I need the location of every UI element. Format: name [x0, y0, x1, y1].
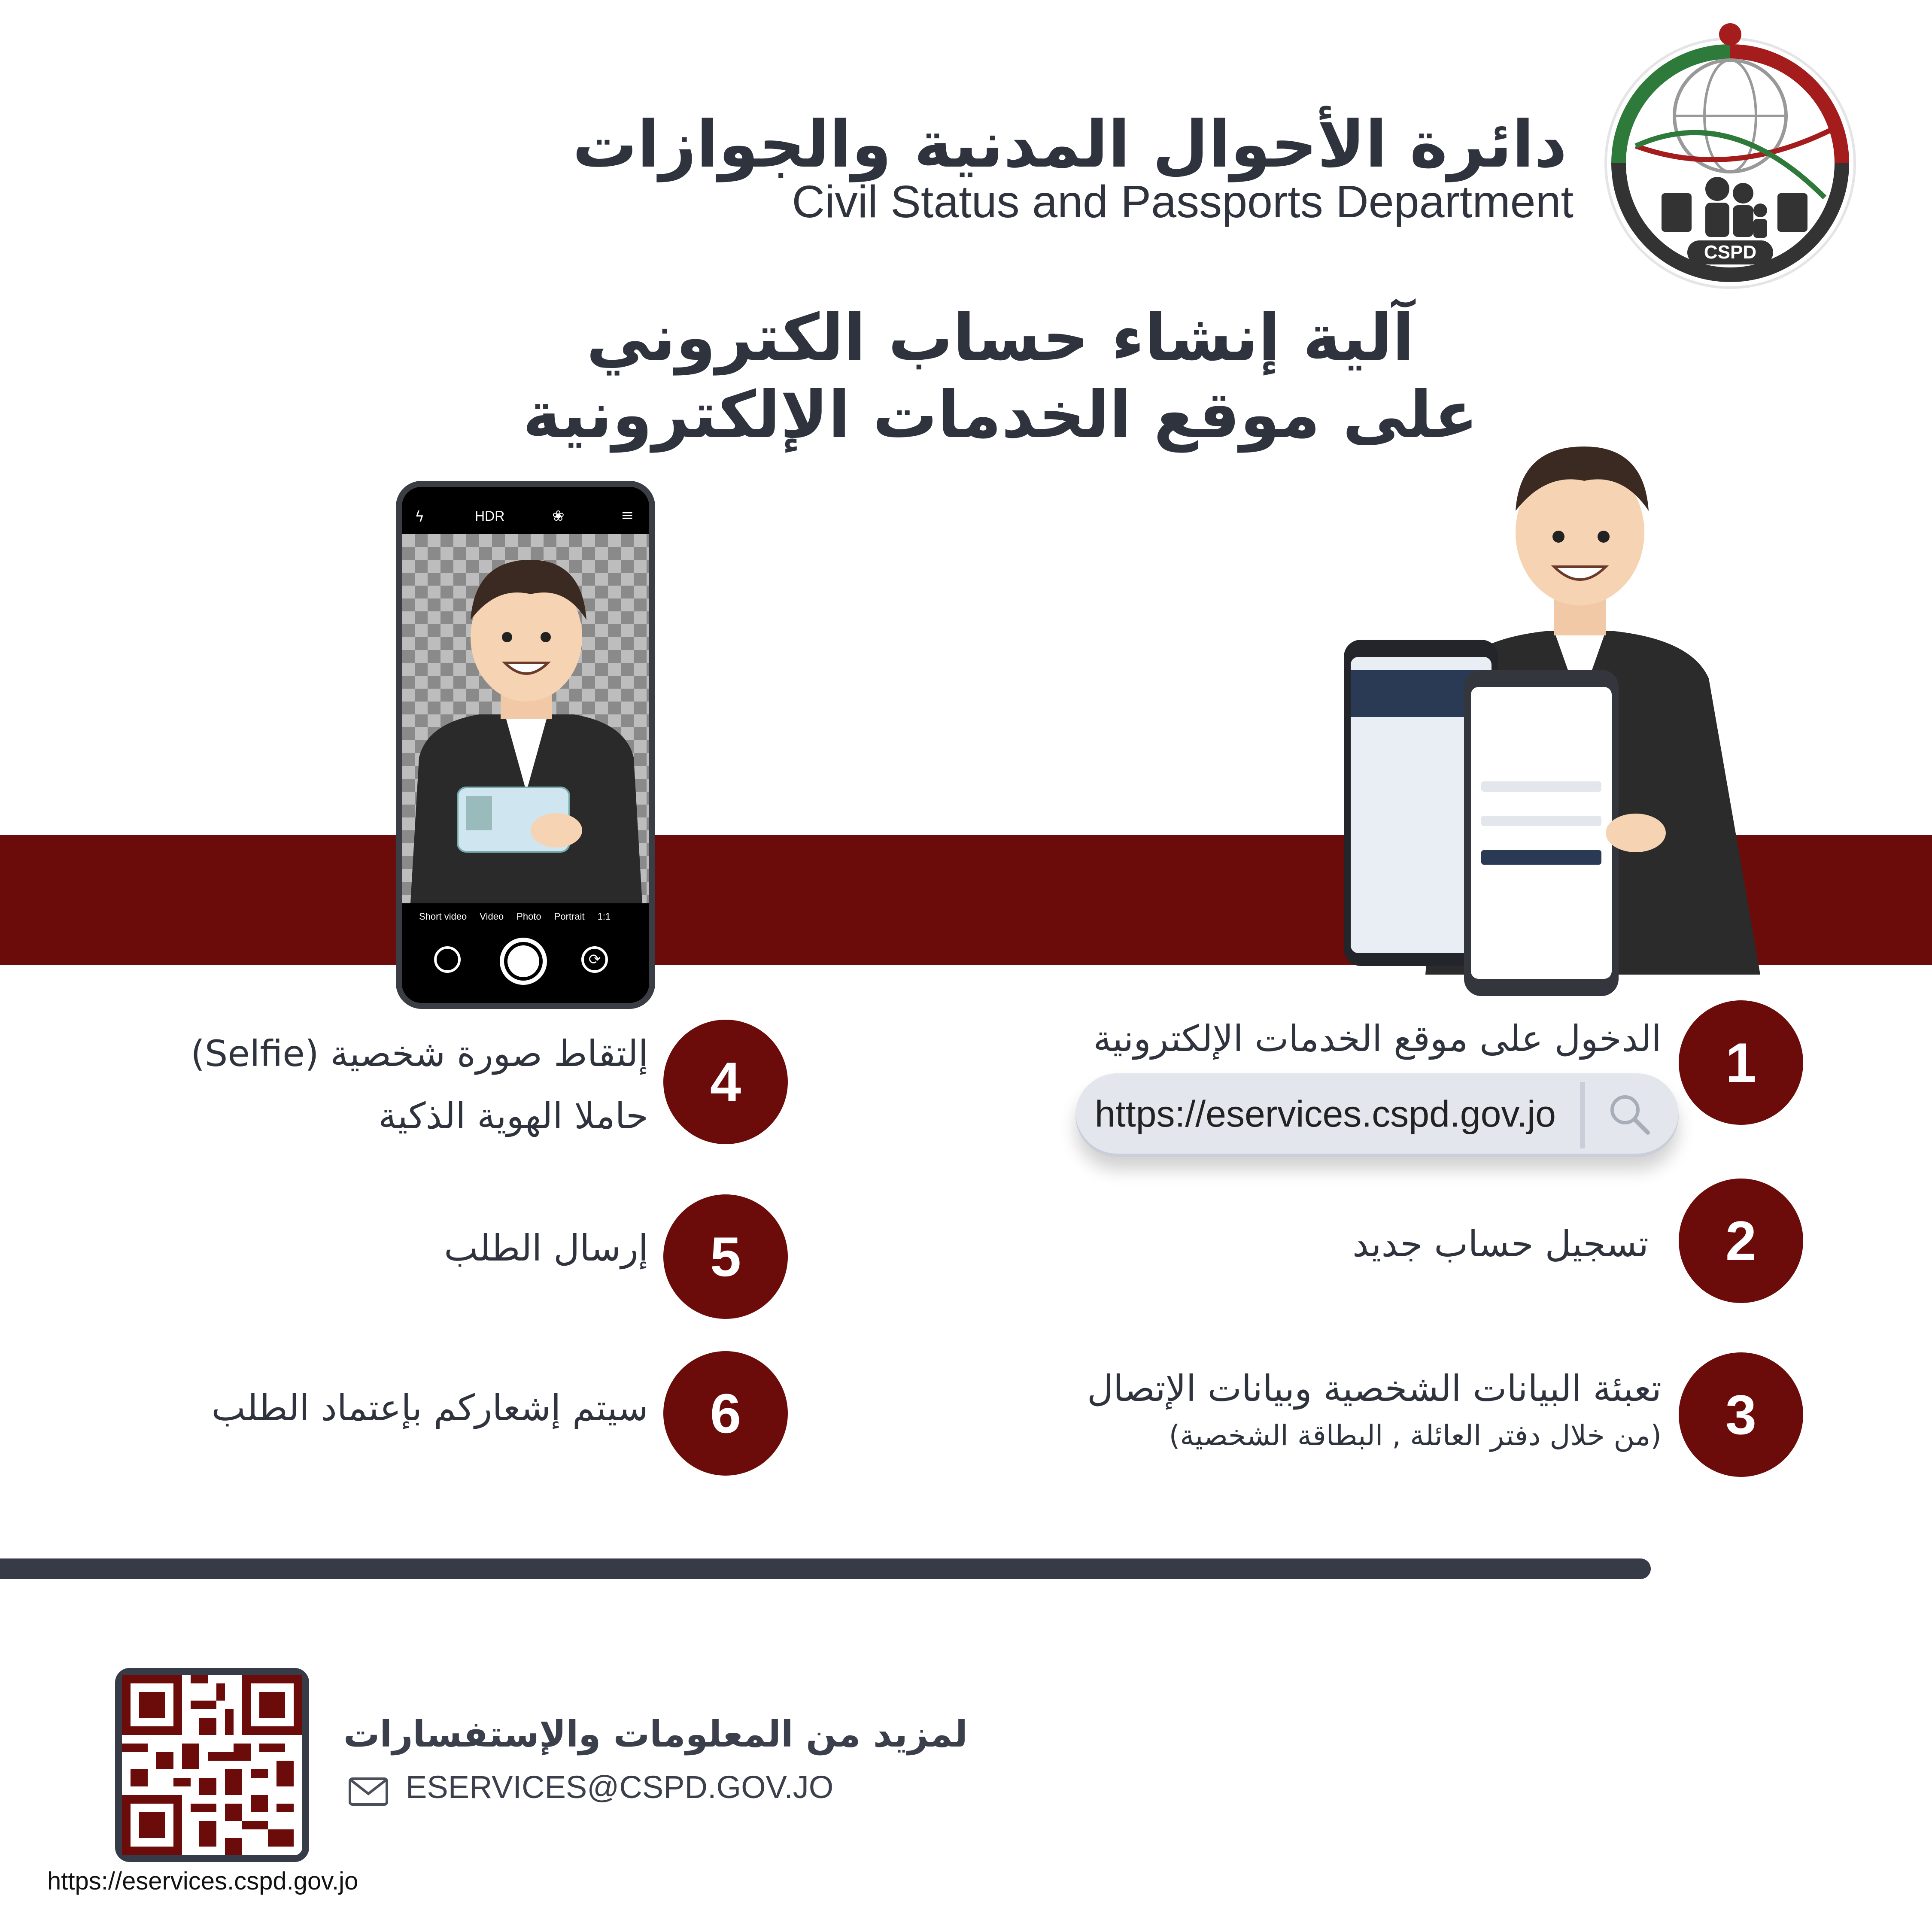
mode-photo[interactable]: Photo	[516, 911, 541, 922]
section-divider	[0, 1558, 1651, 1579]
cspd-logo	[1593, 17, 1868, 292]
step-4-badge: 4	[663, 1020, 788, 1144]
step-3-subtext: (من خلال دفتر العائلة , البطاقة الشخصية)	[1169, 1419, 1662, 1452]
filters-icon: ❀	[552, 507, 565, 525]
org-name-arabic: دائرة الأحوال المدنية والجوازات	[572, 107, 1567, 182]
page-title-line1: آلية إنشاء حساب الكتروني	[586, 301, 1415, 375]
mode-short-video[interactable]: Short video	[419, 911, 467, 922]
camera-preview	[402, 534, 649, 903]
step-4-text-line2: حاملا الهوية الذكية	[378, 1095, 648, 1137]
contact-email[interactable]: ESERVICES@CSPD.GOV.JO	[406, 1769, 834, 1805]
qr-code[interactable]	[115, 1668, 309, 1862]
mode-1-1[interactable]: 1:1	[597, 911, 611, 922]
url-bar-text[interactable]: https://eservices.cspd.gov.jo	[1095, 1094, 1556, 1135]
flash-icon: ϟ	[415, 508, 425, 526]
mode-video[interactable]: Video	[480, 911, 504, 922]
switch-camera-icon[interactable]: ⟳	[581, 946, 608, 973]
step-2-badge: 2	[1679, 1179, 1803, 1303]
step-1-badge: 1	[1679, 1000, 1803, 1125]
step-5-text: إرسال الطلب	[444, 1227, 648, 1269]
org-name-english: Civil Status and Passports Department	[792, 176, 1574, 227]
shutter-button[interactable]	[500, 938, 547, 985]
search-icon[interactable]	[1606, 1091, 1653, 1138]
man-with-phones-illustration	[1340, 438, 1769, 996]
qr-caption-url: https://eservices.cspd.gov.jo	[47, 1867, 358, 1895]
more-info-heading: لمزيد من المعلومات والإستفسارات	[343, 1713, 968, 1755]
step-5-badge: 5	[663, 1194, 788, 1319]
menu-icon: ≡	[621, 507, 634, 524]
hdr-label: HDR	[475, 508, 505, 524]
step-3-text: تعبئة البيانات الشخصية وبيانات الإتصال	[1087, 1367, 1662, 1410]
step-1-text: الدخول على موقع الخدمات الإلكترونية	[1093, 1018, 1662, 1060]
camera-phone-illustration	[396, 481, 655, 1009]
step-6-text: سيتم إشعاركم بإعتماد الطلب	[211, 1387, 648, 1429]
step-2-text: تسجيل حساب جديد	[1352, 1223, 1649, 1265]
step-6-badge: 6	[663, 1351, 788, 1476]
selfie-person-illustration	[402, 534, 649, 903]
mode-portrait[interactable]: Portrait	[554, 911, 585, 922]
page-title-line2: على موقع الخدمات الإلكترونية	[522, 378, 1478, 453]
logo-text: CSPD	[1704, 242, 1757, 263]
step-4-text: إلتقاط صورة شخصية (Selfie)	[191, 1033, 648, 1075]
gallery-button[interactable]	[434, 946, 461, 973]
url-bar-divider	[1580, 1082, 1585, 1148]
mail-icon	[349, 1777, 388, 1806]
step-3-badge: 3	[1679, 1352, 1803, 1477]
